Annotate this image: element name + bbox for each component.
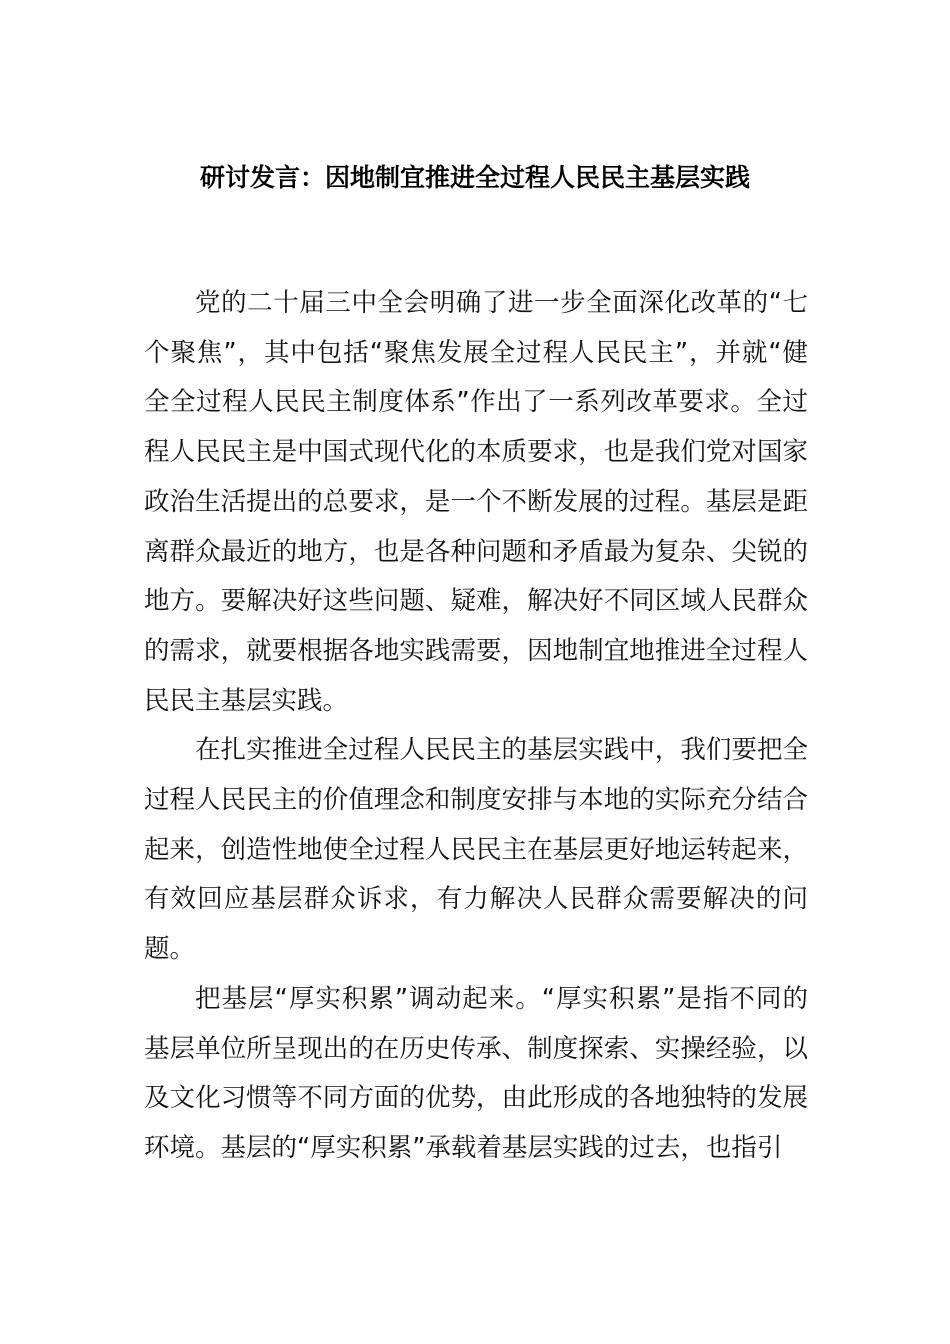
- document-body: [144, 279, 808, 1174]
- paragraph-1: 党的二十届三中全会明确了进一步全面深化改革的“七个聚焦”，其中包括“聚焦发展全过程人民民主”，并就“健全全过程人民民主制度体系”作出了一系列改革要求。全过程人民民主是中国式现代化的本质要求，也是我们党对国家政治生活提出的总要求，是一个不断发展的过程。基层是距离群众最近的地方，也是各种问题和矛盾最为复杂、尖锐的地方。要解决好这些问题、疑难，解决好不同区域人民群众的需求，就要根据各地实践需要，因地制宜地推进全过程人民民主基层实践。: [144, 288, 808, 716]
- paragraph-2: 在扎实推进全过程人民民主的基层实践中，我们要把全过程人民民主的价值理念和制度安排与本地的实际充分结合起来，创造性地使全过程人民民主在基层更好地运转起来，有效回应基层群众诉求，有力解决人民群众需要解决的问题。: [144, 735, 808, 965]
- paragraph-3: 把基层“厚实积累”调动起来。“厚实积累”是指不同的基层单位所呈现出的在历史传承、制度探索、实操经验，以及文化习惯等不同方面的优势，由此形成的各地独特的发展环境。基层的“厚实积累”承载着基层实践的过去，也指引: [144, 983, 808, 1163]
- document-title: 研讨发言：因地制宜推进全过程人民民主基层实践: [199, 163, 750, 192]
